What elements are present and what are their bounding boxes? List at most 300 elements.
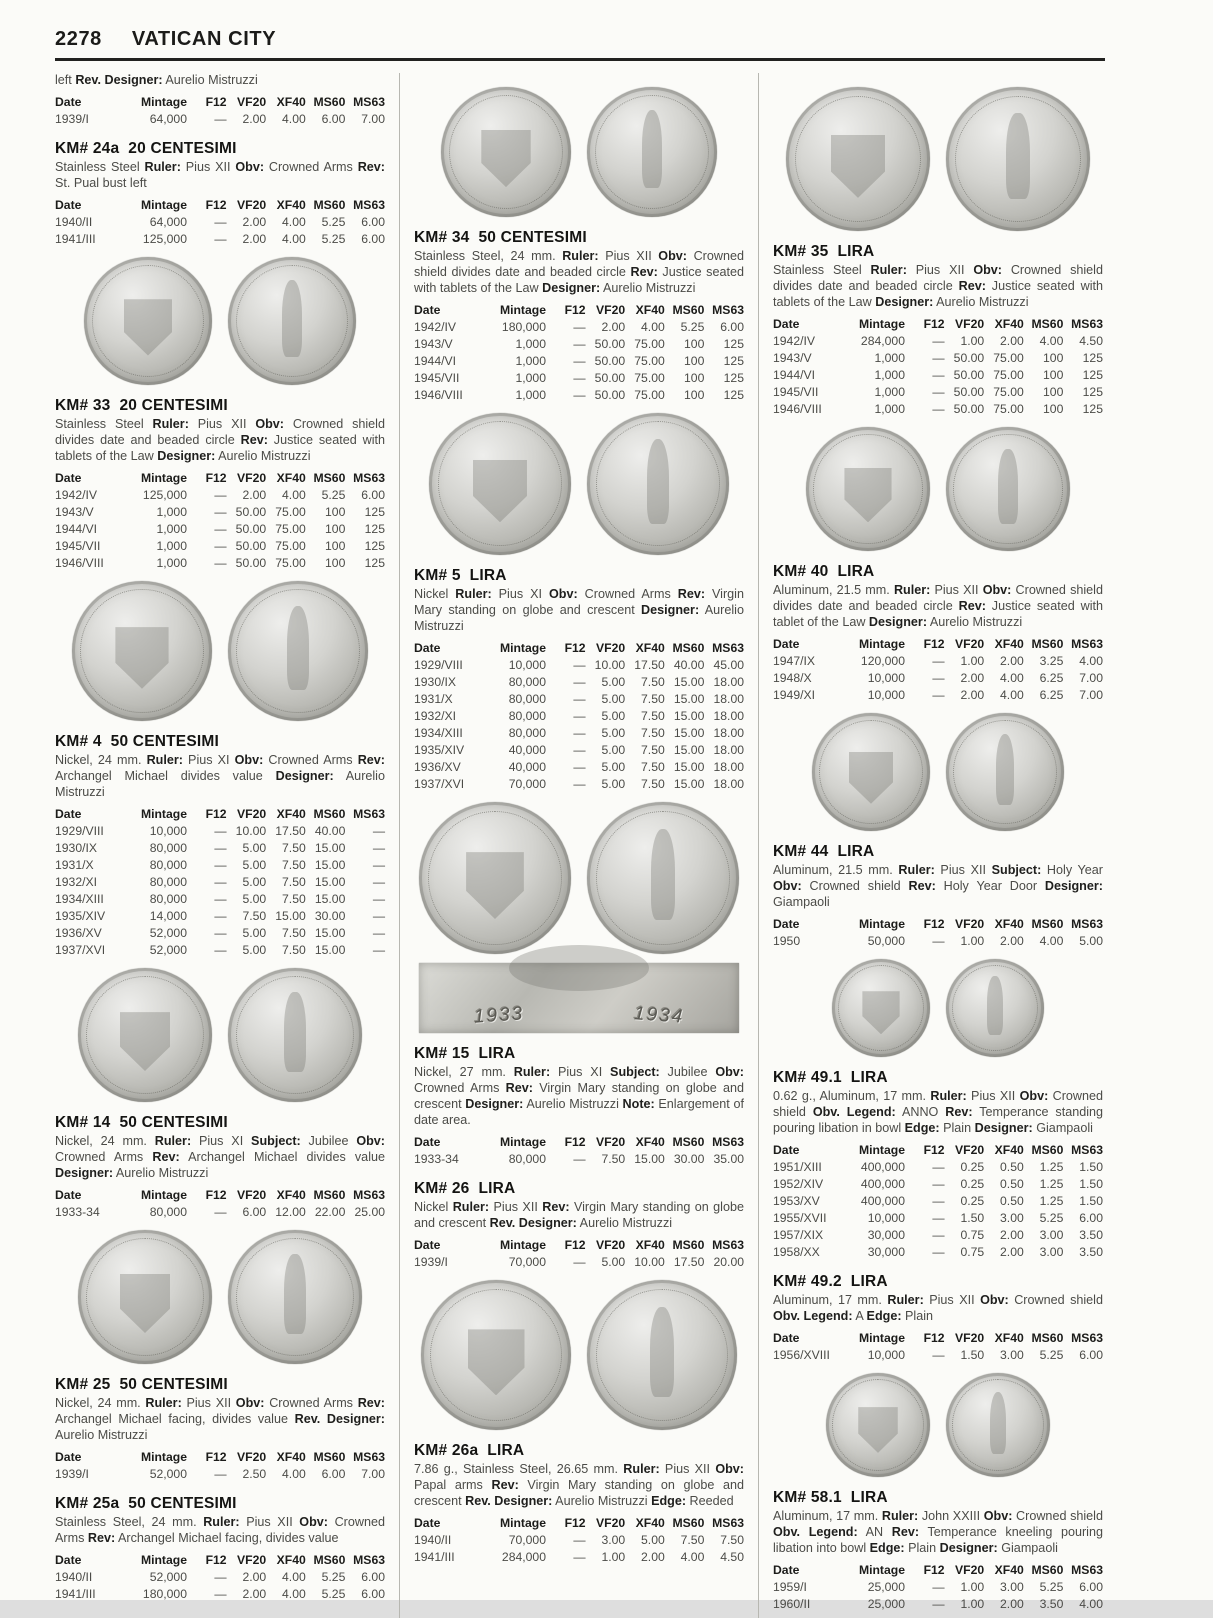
table-cell: 2.00	[242, 488, 267, 503]
table-cell: 1,000	[515, 388, 546, 403]
column-header: MS63	[1071, 1331, 1103, 1346]
table-cell: 15.00	[314, 875, 346, 890]
table-cell: —	[214, 522, 227, 537]
listing-heading: KM# 34 50 CENTESIMI	[414, 229, 587, 246]
table-cell: 100	[325, 522, 346, 537]
table-cell: —	[932, 688, 945, 703]
description-text: Aurelio Mistruzzi	[523, 1096, 623, 1111]
description-label: Ruler:	[887, 1292, 924, 1307]
table-cell: 5.25	[321, 1570, 346, 1585]
description-label: Ruler:	[893, 582, 931, 597]
shield-motif	[466, 852, 524, 919]
table-cell: 100	[684, 388, 705, 403]
table-cell: 10.00	[235, 824, 267, 839]
column-header: MS60	[1031, 317, 1064, 332]
column-header: MS63	[353, 471, 385, 486]
table-cell: 45.00	[713, 658, 744, 673]
description-text: A	[852, 1308, 867, 1323]
table-cell: 25,000	[867, 1597, 905, 1612]
description-label: Subject:	[991, 862, 1042, 877]
table-cell: 40,000	[508, 743, 546, 758]
description-label: Ruler:	[154, 1133, 192, 1148]
listing-km35	[773, 243, 1103, 418]
table-cell: 50.00	[235, 522, 267, 537]
column-header: VF20	[237, 471, 267, 486]
table-cell: —	[573, 1533, 586, 1548]
table-row	[414, 1151, 744, 1168]
table-cell: 40,000	[508, 760, 546, 775]
table-cell: 18.00	[713, 777, 744, 792]
column-header: F12	[205, 1553, 227, 1568]
table-cell: 100	[1043, 402, 1064, 417]
column-divider	[758, 73, 759, 1618]
column-header: VF20	[955, 317, 985, 332]
description-text: Crowned shield divides date and beaded circle	[773, 263, 1103, 293]
description-label: Obv:	[715, 1461, 744, 1476]
figure-motif	[650, 1307, 674, 1397]
coin-photos	[55, 968, 385, 1102]
description-label: Obv:	[255, 416, 284, 431]
table-cell: 125	[723, 354, 744, 369]
table-cell: —	[932, 1348, 945, 1363]
table-cell: —	[214, 909, 227, 924]
table-cell: 4.00	[1039, 934, 1064, 949]
table-cell: 6.00	[321, 112, 346, 127]
table-row	[55, 823, 385, 840]
column-header: F12	[205, 807, 227, 822]
column-header: F12	[923, 637, 945, 652]
table-cell: 10,000	[508, 658, 546, 673]
description-label: Rev:	[357, 752, 385, 767]
description-text: Crowned shield	[1012, 1508, 1103, 1523]
table-cell: 15.00	[673, 726, 705, 741]
description-text: Pius XII	[923, 1292, 981, 1307]
table-cell: —	[573, 658, 586, 673]
column-header: MS63	[1071, 1563, 1103, 1578]
shield-motif	[115, 627, 168, 689]
table-cell: 10.00	[594, 658, 626, 673]
table-cell: —	[573, 1255, 586, 1270]
table-cell: 52,000	[149, 943, 187, 958]
coin-photo-reverse	[228, 968, 362, 1102]
table-cell: —	[372, 858, 385, 873]
table-cell: 3.00	[1039, 1228, 1064, 1243]
table-cell: 7.50	[641, 675, 665, 690]
listing-description	[55, 1134, 385, 1182]
listing-heading: KM# 44 LIRA	[773, 842, 875, 860]
table-cell: 1931/X	[414, 692, 453, 707]
table-cell: 125	[1082, 351, 1103, 366]
table-cell: 125	[1082, 402, 1103, 417]
table-cell: 1956/XVIII	[773, 1348, 830, 1363]
listing-km25a	[55, 1495, 385, 1603]
table-cell: —	[372, 909, 385, 924]
price-table	[414, 302, 744, 404]
table-cell: —	[214, 892, 227, 907]
table-cell: 6.00	[1079, 1580, 1103, 1595]
table-cell: —	[932, 1194, 945, 1209]
column-header: XF40	[276, 1553, 306, 1568]
listing-description	[773, 1509, 1103, 1557]
table-cell: 7.50	[282, 892, 306, 907]
table-cell: 7.50	[282, 841, 306, 856]
coin-photo-reverse	[228, 257, 356, 385]
column-header: MS60	[313, 1450, 346, 1465]
table-cell: 1941/III	[55, 232, 96, 247]
table-row	[414, 319, 744, 336]
figure-motif	[987, 976, 1003, 1035]
table-row	[414, 1549, 744, 1566]
table-cell: —	[214, 1570, 227, 1585]
table-header-row	[773, 1330, 1103, 1347]
page-header	[55, 28, 1213, 51]
table-cell: 1944/VI	[414, 354, 457, 369]
description-label: Designer:	[974, 1120, 1033, 1135]
table-cell: 70,000	[508, 1533, 546, 1548]
description-text: Archangel Michael facing, divides value	[55, 1411, 295, 1426]
column-left	[55, 73, 385, 1618]
table-cell: 1933-34	[414, 1152, 459, 1167]
table-cell: 4.00	[282, 112, 306, 127]
table-cell: 1957/XIX	[773, 1228, 824, 1243]
description-text: Crowned shield divides date and beaded circle	[773, 582, 1103, 613]
column-header: MS60	[672, 641, 705, 656]
column-header: VF20	[237, 198, 267, 213]
description-label: Designer:	[868, 614, 928, 629]
table-cell: 5.00	[601, 760, 626, 775]
column-header: MS63	[712, 641, 744, 656]
table-cell: —	[932, 334, 945, 349]
column-header: Mintage	[140, 471, 187, 486]
table-cell: —	[932, 934, 945, 949]
description-label: Edge:	[651, 1493, 687, 1508]
shield-motif	[481, 130, 530, 187]
description-text: Jubilee	[659, 1064, 716, 1079]
description-label: Obv:	[773, 878, 802, 893]
column-header: VF20	[955, 1143, 985, 1158]
description-text: Crowned Arms	[55, 1149, 153, 1164]
description-label: Rev. Designer:	[489, 1215, 577, 1230]
table-cell: 4.00	[282, 215, 306, 230]
table-cell: 1959/I	[773, 1580, 807, 1595]
table-cell: 15.00	[634, 1152, 665, 1167]
coin-photo-obverse	[421, 1280, 571, 1430]
description-text: Aurelio Mistruzzi	[552, 1493, 652, 1508]
table-cell: 3.50	[1039, 1597, 1064, 1612]
table-row	[773, 1596, 1103, 1613]
column-header: MS63	[712, 303, 744, 318]
description-text: Pius XII	[966, 1088, 1020, 1103]
table-cell: 6.25	[1039, 688, 1064, 703]
table-cell: 1930/IX	[55, 841, 98, 856]
price-table	[55, 1187, 385, 1221]
table-cell: 125	[1082, 368, 1103, 383]
listing-km49-1	[773, 1069, 1103, 1261]
column-header: Mintage	[858, 637, 905, 652]
column-header: XF40	[276, 1450, 306, 1465]
table-cell: 15.00	[673, 743, 705, 758]
table-cell: 50.00	[235, 556, 267, 571]
column-header: VF20	[237, 807, 267, 822]
table-cell: 50.00	[235, 539, 267, 554]
table-cell: 1,000	[874, 402, 905, 417]
description-text: Crowned Arms	[264, 159, 358, 174]
column-header: VF20	[237, 1188, 267, 1203]
table-cell: 80,000	[149, 892, 187, 907]
description-text: Giampaoli	[1032, 1120, 1093, 1135]
shield-motif	[473, 460, 527, 522]
table-cell: 15.00	[314, 841, 346, 856]
table-cell: 1949/XI	[773, 688, 816, 703]
table-cell: 3.00	[1000, 1348, 1024, 1363]
column-header: VF20	[955, 1331, 985, 1346]
description-label: Rev:	[152, 1149, 180, 1164]
column-header: VF20	[596, 641, 626, 656]
table-cell: —	[372, 841, 385, 856]
column-header: Mintage	[140, 1553, 187, 1568]
table-cell: —	[932, 1160, 945, 1175]
description-text: Aurelio Mistruzzi	[933, 294, 1029, 309]
description-text: Aurelio Mistruzzi	[55, 1427, 148, 1442]
listing-km58-1	[773, 1489, 1103, 1613]
table-cell: 5.00	[601, 709, 626, 724]
table-cell: 30,000	[867, 1245, 905, 1260]
table-cell: 1952/XIV	[773, 1177, 824, 1192]
table-cell: 1946/VIII	[414, 388, 463, 403]
table-header-row	[773, 1562, 1103, 1579]
coin-photo-obverse	[419, 802, 571, 954]
table-cell: —	[932, 368, 945, 383]
table-cell: —	[573, 371, 586, 386]
table-cell: 7.50	[641, 709, 665, 724]
coin-photo-reverse	[946, 87, 1090, 231]
description-label: Ruler:	[623, 1461, 660, 1476]
listing-description	[773, 1293, 1103, 1325]
table-cell: 1935/XIV	[414, 743, 465, 758]
table-cell: 50.00	[594, 337, 626, 352]
description-label: Ruler:	[562, 249, 599, 263]
listing-description	[414, 1200, 744, 1232]
table-row	[414, 742, 744, 759]
table-cell: 15.00	[314, 943, 346, 958]
description-text: Crowned Arms	[55, 1514, 385, 1545]
description-text: Crowned Arms	[263, 752, 358, 767]
column-header: VF20	[596, 303, 626, 318]
column-header: F12	[564, 641, 586, 656]
table-cell: 2.00	[242, 112, 267, 127]
table-cell: 125	[364, 505, 385, 520]
column-header: F12	[923, 317, 945, 332]
description-label: Subject:	[610, 1064, 660, 1079]
table-cell: 5.00	[242, 841, 267, 856]
table-cell: 1,000	[874, 368, 905, 383]
table-cell: 1940/II	[55, 215, 93, 230]
price-table	[773, 636, 1103, 704]
table-cell: —	[214, 1467, 227, 1482]
table-row	[773, 401, 1103, 418]
table-cell: 18.00	[713, 760, 744, 775]
column-header: MS60	[313, 807, 346, 822]
table-cell: 1.00	[960, 1580, 985, 1595]
table-row	[55, 487, 385, 504]
column-divider	[399, 73, 400, 1618]
table-cell: 3.00	[1039, 1245, 1064, 1260]
column-header: F12	[923, 1143, 945, 1158]
shield-motif	[468, 1329, 525, 1395]
table-cell: 1.00	[601, 1550, 626, 1565]
table-cell: 75.00	[993, 385, 1024, 400]
description-text: Stainless Steel, 24 mm.	[414, 249, 563, 263]
coin-photo-obverse	[826, 1373, 930, 1477]
table-cell: 17.50	[634, 658, 665, 673]
table-cell: —	[932, 654, 945, 669]
table-cell: 15.00	[673, 675, 705, 690]
table-cell: 3.50	[1079, 1228, 1103, 1243]
table-cell: 284,000	[501, 1550, 546, 1565]
column-header: MS63	[353, 1188, 385, 1203]
table-cell: 3.00	[1000, 1211, 1024, 1226]
description-label: Designer:	[157, 448, 216, 463]
shield-motif	[120, 1012, 171, 1071]
description-text: St. Pual bust left	[55, 175, 147, 190]
description-text: Aurelio Mistruzzi	[113, 1165, 209, 1180]
column-header: Mintage	[858, 1563, 905, 1578]
table-row	[773, 687, 1103, 704]
table-cell: 5.00	[601, 1255, 626, 1270]
column-header: VF20	[596, 1516, 626, 1531]
column-header: Date	[773, 637, 800, 652]
table-cell: —	[932, 385, 945, 400]
table-cell: 4.00	[1079, 1597, 1103, 1612]
table-header-row	[414, 1134, 744, 1151]
description-text: Pius XI	[182, 752, 235, 767]
description-label: Ruler:	[452, 1199, 490, 1214]
description-text: Crowned shield	[801, 878, 909, 893]
listing-km4	[55, 733, 385, 959]
table-cell: 2.00	[1000, 654, 1024, 669]
description-text: Holy Year	[1041, 862, 1103, 877]
table-cell: 10.00	[634, 1255, 665, 1270]
three-column-layout	[55, 73, 1105, 1618]
column-header: XF40	[994, 317, 1024, 332]
table-cell: 15.00	[673, 760, 705, 775]
table-cell: 5.00	[601, 777, 626, 792]
table-cell: 7.00	[1079, 688, 1103, 703]
table-cell: 30.00	[314, 909, 346, 924]
description-label: Rev:	[630, 264, 658, 279]
shield-motif	[862, 991, 899, 1034]
table-row	[55, 231, 385, 248]
table-cell: 7.50	[641, 692, 665, 707]
table-cell: 400,000	[860, 1177, 905, 1192]
description-text: Temperance standing pouring libation in bowl	[773, 1104, 1104, 1135]
description-label: Obv:	[356, 1133, 385, 1148]
column-header: VF20	[596, 1135, 626, 1150]
table-row	[773, 1347, 1103, 1364]
table-cell: 6.00	[361, 1570, 385, 1585]
column-header: F12	[205, 1188, 227, 1203]
column-header: VF20	[955, 1563, 985, 1578]
listing-description	[55, 753, 385, 801]
table-cell: 64,000	[149, 215, 187, 230]
description-text: Stainless Steel	[55, 159, 145, 174]
column-header: MS60	[313, 1553, 346, 1568]
coin-photo-obverse	[72, 581, 212, 721]
table-row	[55, 874, 385, 891]
description-label: Rev. Designer:	[294, 1411, 385, 1426]
column-header: F12	[205, 471, 227, 486]
figure-motif	[1006, 113, 1029, 199]
table-cell: 125	[723, 388, 744, 403]
table-cell: 4.00	[282, 232, 306, 247]
description-text: Aurelio Mistruzzi	[600, 280, 696, 295]
description-label: Obv:	[658, 249, 687, 263]
table-row	[414, 776, 744, 793]
column-header: VF20	[955, 637, 985, 652]
table-cell: 2.00	[1000, 334, 1024, 349]
table-row	[55, 891, 385, 908]
table-cell: 180,000	[142, 1587, 187, 1602]
table-row	[773, 333, 1103, 350]
table-cell: —	[372, 875, 385, 890]
column-header: Mintage	[140, 807, 187, 822]
column-header: Date	[55, 1450, 82, 1465]
table-cell: 100	[1043, 351, 1064, 366]
table-cell: 1,000	[156, 556, 187, 571]
table-cell: 2.00	[242, 1570, 267, 1585]
table-cell: 3.50	[1079, 1245, 1103, 1260]
table-cell: 75.00	[634, 354, 665, 369]
listing-heading: KM# 58.1 LIRA	[773, 1488, 888, 1506]
coin-photo-obverse	[832, 959, 930, 1057]
table-cell: —	[573, 726, 586, 741]
table-row	[55, 555, 385, 572]
description-text: Aurelio Mistruzzi	[927, 614, 1023, 629]
column-header: MS60	[313, 471, 346, 486]
coin-photo-obverse	[78, 968, 212, 1102]
table-cell: 15.00	[314, 858, 346, 873]
description-label: Rev:	[357, 1395, 385, 1410]
table-cell: 1.00	[960, 1597, 985, 1612]
table-cell: 100	[684, 337, 705, 352]
description-label: Designer:	[542, 280, 601, 295]
coin-photo-reverse	[946, 1373, 1050, 1477]
table-cell: 120,000	[860, 654, 905, 669]
column-header: Mintage	[140, 198, 187, 213]
table-cell: 1946/VIII	[55, 556, 104, 571]
table-cell: 1936/XV	[414, 760, 461, 775]
table-cell: 6.00	[1079, 1348, 1103, 1363]
table-cell: 5.00	[242, 892, 267, 907]
description-text: Pius XII	[659, 1461, 716, 1476]
table-cell: 6.00	[242, 1205, 267, 1220]
description-text: John XXIII	[918, 1508, 984, 1523]
table-cell: 70,000	[508, 1255, 546, 1270]
table-cell: 30,000	[867, 1228, 905, 1243]
table-cell: —	[573, 709, 586, 724]
description-text: Pius XII	[934, 862, 992, 877]
table-cell: 10,000	[149, 824, 187, 839]
table-cell: 1941/III	[414, 1550, 455, 1565]
description-text: Pius XII	[188, 416, 256, 431]
table-cell: 7.50	[282, 926, 306, 941]
column-header: XF40	[635, 641, 665, 656]
table-row	[414, 708, 744, 725]
description-label: Ruler:	[513, 1064, 551, 1079]
table-row	[414, 759, 744, 776]
table-cell: —	[932, 351, 945, 366]
table-cell: 30.00	[673, 1152, 705, 1167]
